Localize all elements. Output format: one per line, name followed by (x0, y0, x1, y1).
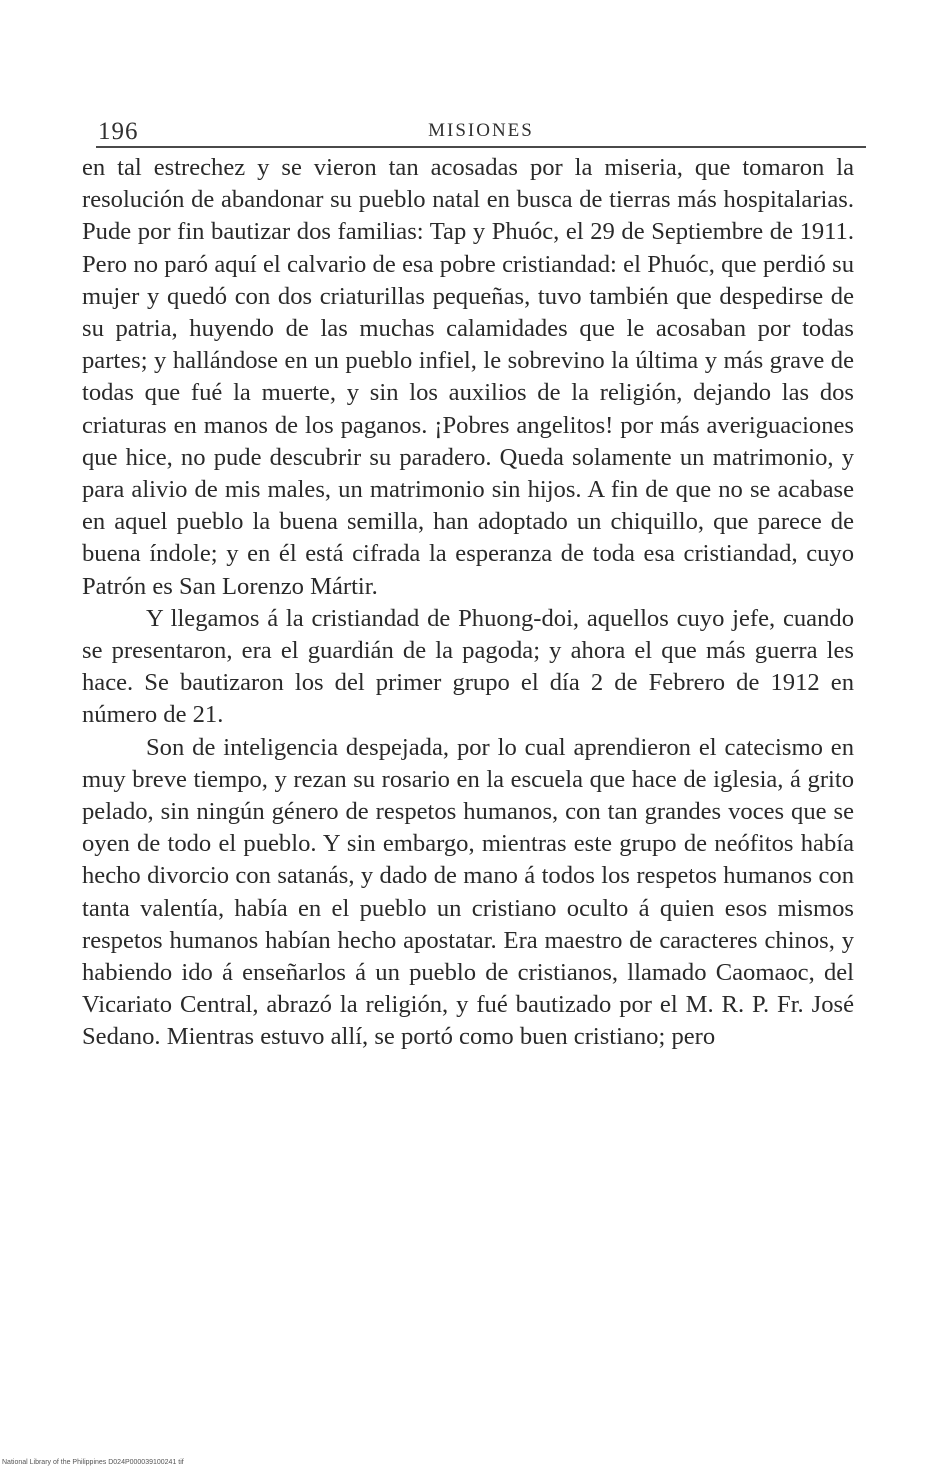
paragraph-1: en tal estrechez y se vieron tan acosadas por la miseria, que tomaron la resolución de abandonar su pueblo natal en busca de tierras más hospitalarias. Pude por fin bautizar dos familias: Tap y Phuóc, el 29 de Septiembre de 1911. Pero no paró aquí el calvario de esa pobre cristiandad: el Phuóc, que perdió su mujer y quedó con dos criaturillas pequeñas, tuvo también que despedirse de su patria, huyendo de las muchas calamidades que le acosaban por todas partes; y hallándose en un pueblo infiel, le sobrevino la última y más grave de todas que fué la muerte, y sin los auxilios de la religión, dejando las dos criaturas en manos de los paganos. ¡Pobres angelitos! por más averiguaciones que hice, no pude descubrir su paradero. Queda solamente un matrimonio, y para alivio de mis males, un matrimonio sin hijos. A fin de que no se acabase en aquel pueblo la buena semilla, han adoptado un chiquillo, que parece de buena índole; y en él está cifrada la esperanza de toda esa cristiandad, cuyo Patrón es San Lorenzo Mártir. (82, 154, 854, 600)
running-head (96, 108, 866, 148)
running-title: MISIONES (428, 120, 534, 141)
paragraph-3: Son de inteligencia despejada, por lo cual aprendieron el catecismo en muy breve tiempo, y rezan su rosario en la escuela que hace de iglesia, á grito pelado, sin ningún género de respetos humanos, con tan grandes voces que se oyen de todo el pueblo. Y sin embargo, mientras este grupo de neófitos había hecho divorcio con satanás, y dado de mano á todos los respetos humanos con tanta valentía, había en el pueblo un cristiano oculto á quien esos mismos respetos humanos habían hecho apostatar. Era maestro de caracteres chinos, y habiendo ido á enseñarlos á un pueblo de cristianos, llamado Caomaoc, del Vicariato Central, abrazó la religión, y fué bautizado por el M. R. P. Fr. José Sedano. Mientras estuvo allí, se portó como buen cristiano; pero (82, 733, 854, 1051)
page-number: 196 (98, 118, 139, 145)
scan-credit: National Library of the Philippines D024P000039100241 tif (2, 1459, 184, 1466)
body-text (82, 152, 854, 1054)
header-rule (96, 146, 866, 148)
paragraph-2: Y llegamos á la cristiandad de Phuong-doi, aquellos cuyo jefe, cuando se presentaron, era el guardián de la pagoda; y ahora el que más guerra les hace. Se bautizaron los del primer grupo el día 2 de Febrero de 1912 en número de 21. (82, 604, 854, 729)
